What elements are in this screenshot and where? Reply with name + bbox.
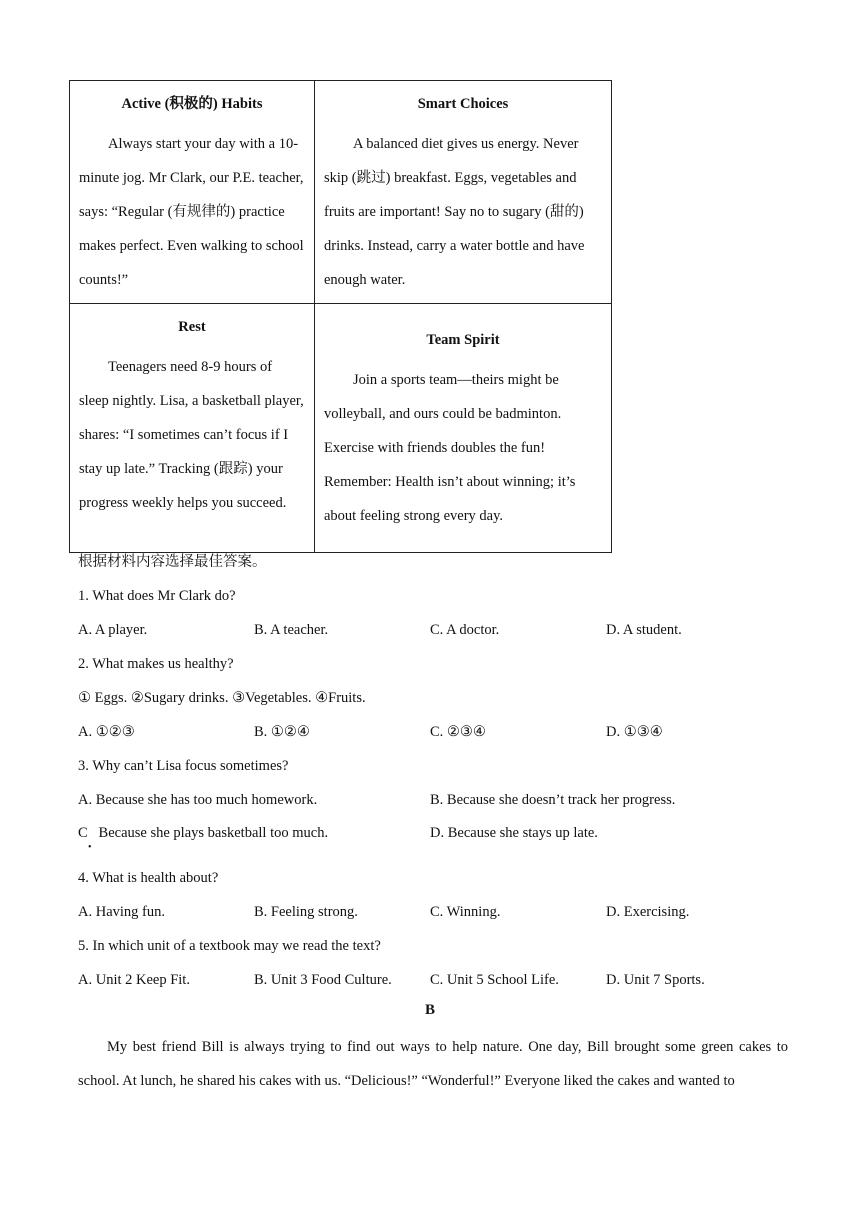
cell-body: Always start your day with a 10-minute jog. Mr Clark, our P.E. teacher, says: “Regular (有规律的) practice makes perfect. Even walking to school counts!” [79, 136, 304, 288]
option-d: D. Unit 7 Sports. [606, 972, 705, 988]
cell-title: Team Spirit [426, 332, 500, 348]
option-c: C. ②③④ [430, 724, 486, 740]
cell-active-habits [70, 81, 315, 304]
instruction: 根据材料内容选择最佳答案。 [78, 554, 267, 570]
cell-body: Teenagers need 8-9 hours of sleep nightly. Lisa, a basketball player, shares: “I sometimes can’t focus if I stay up late.” Tracking (跟踪) your progress weekly helps you succeed. [79, 359, 304, 511]
question-stem: 5. In which unit of a textbook may we read the text? [78, 938, 381, 954]
option-d: D. ①③④ [606, 724, 663, 740]
option-a: A. Because she has too much homework. [78, 792, 318, 808]
option-d: D. Exercising. [606, 904, 690, 920]
section-heading: B [424, 1002, 435, 1018]
option-b: B. Feeling strong. [254, 904, 358, 920]
cell-body: A balanced diet gives us energy. Never skip (跳过) breakfast. Eggs, vegetables and fruits are important! Say no to sugary (甜的) drinks. Instead, carry a water bottle and have enough water. [324, 136, 585, 288]
option-a: A. A player. [78, 622, 148, 638]
option-c: C. A doctor. [430, 622, 500, 638]
cell-title: Active (积极的) Habits [121, 96, 263, 112]
option-b: B. ①②④ [254, 724, 310, 740]
option-c: C. Winning. [430, 904, 501, 920]
option-d: D. Because she stays up late. [430, 825, 598, 841]
cell-title: Rest [178, 319, 206, 335]
question-stem: 1. What does Mr Clark do? [78, 588, 236, 604]
option-b: B. Unit 3 Food Culture. [254, 972, 392, 988]
passage-paragraph: My best friend Bill is always trying to find out ways to help nature. One day, Bill brought some green cakes to school. At lunch, he shared his cakes with us. “Delicious!” “Wonderful!” Everyone liked the cakes and wanted to [78, 1039, 788, 1089]
option-b: B. Because she doesn’t track her progress. [430, 792, 676, 808]
question-stem: 2. What makes us healthy? [78, 656, 234, 672]
cell-rest [70, 304, 315, 553]
cell-smart-choices [315, 81, 612, 304]
option-c: C. Unit 5 School Life. [430, 972, 559, 988]
option-b: B. A teacher. [254, 622, 329, 638]
cell-team-spirit [315, 304, 612, 553]
cell-body: Join a sports team—theirs might be volleyball, and ours could be badminton. Exercise with friends doubles the fun! Remember: Health isn’t about winning; it’s about feeling strong every day. [324, 372, 576, 524]
option-a: A. Unit 2 Keep Fit. [78, 972, 190, 988]
stray-dot: • [88, 842, 92, 853]
question-sub-items: ① Eggs. ②Sugary drinks. ③Vegetables. ④Fruits. [78, 690, 366, 706]
reading-table [69, 80, 612, 553]
option-c: C Because she plays basketball too much. [78, 825, 329, 841]
cell-title: Smart Choices [417, 96, 509, 112]
option-a: A. Having fun. [78, 904, 165, 920]
option-d: D. A student. [606, 622, 682, 638]
question-stem: 4. What is health about? [78, 870, 219, 886]
option-a: A. ①②③ [78, 724, 135, 740]
question-stem: 3. Why can’t Lisa focus sometimes? [78, 758, 289, 774]
